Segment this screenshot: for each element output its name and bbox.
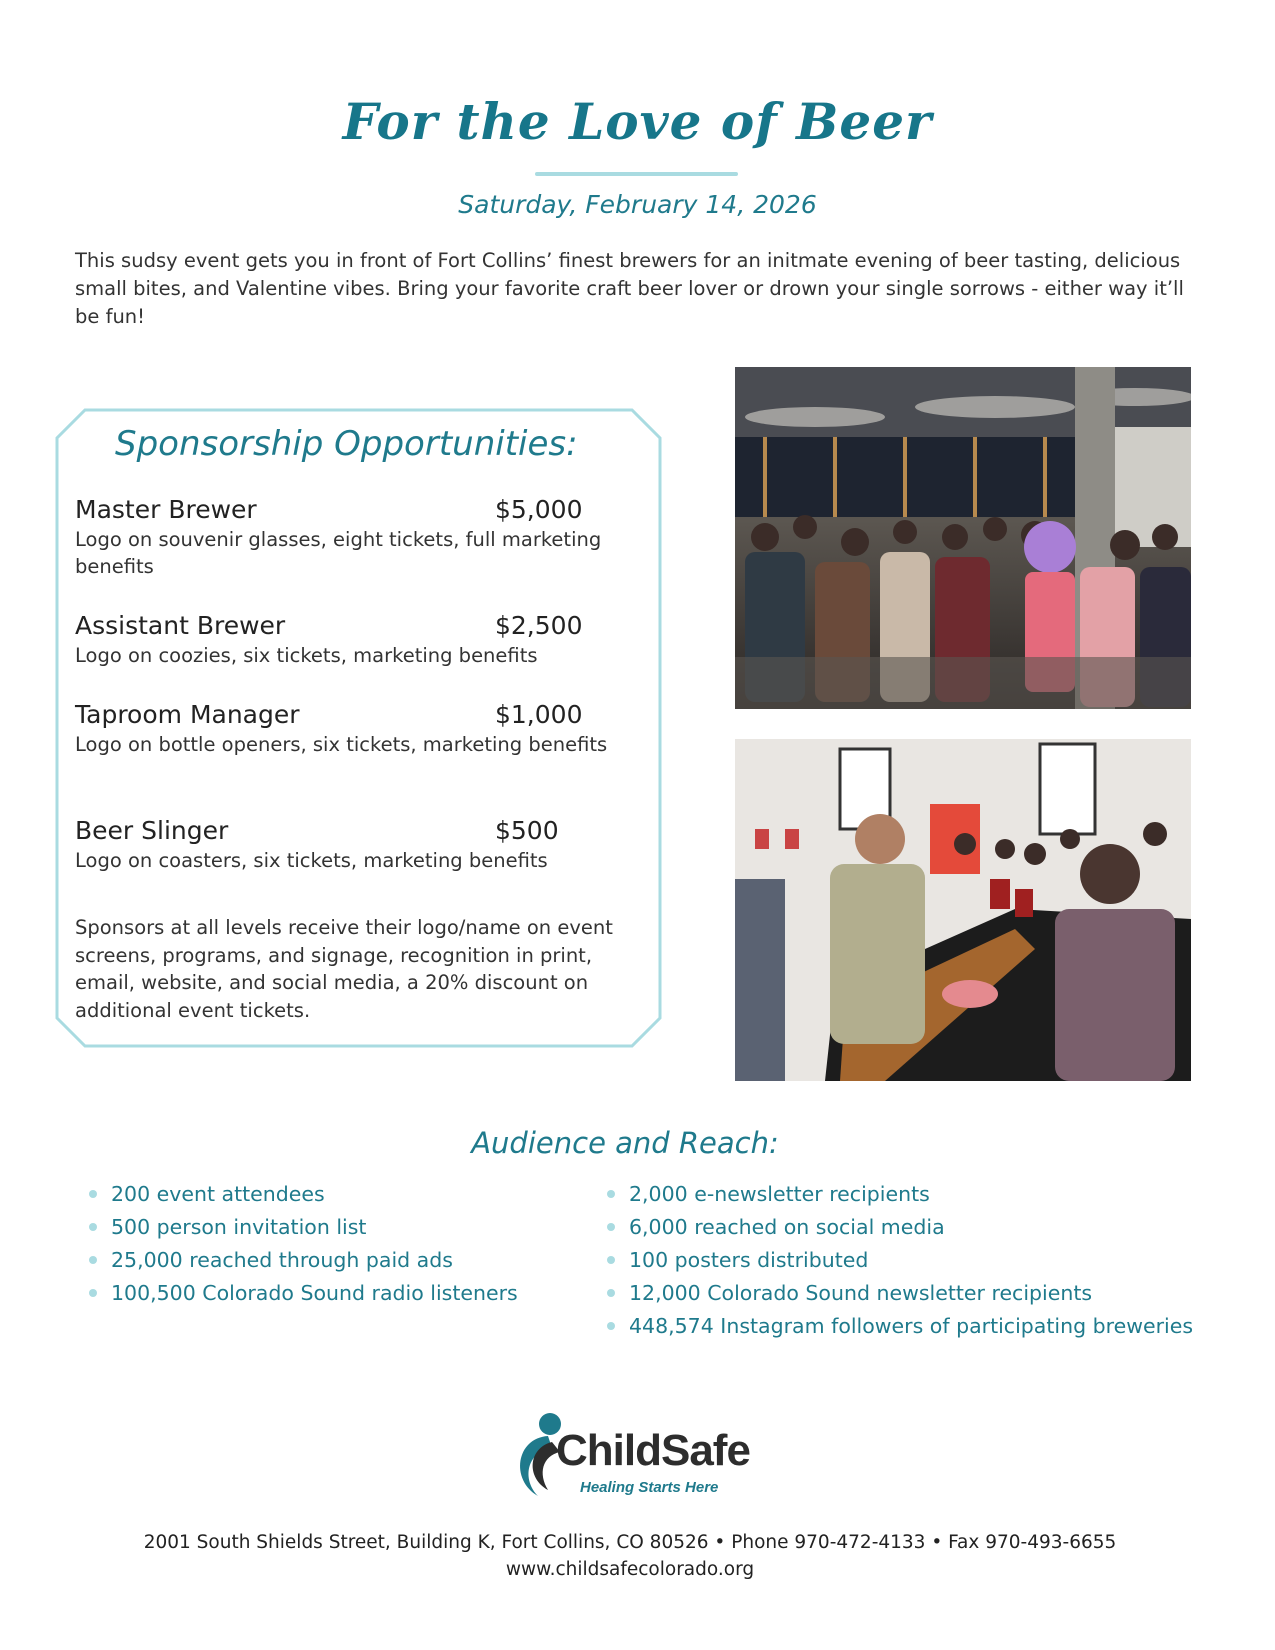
page-title: For the Love of Beer	[342, 92, 933, 151]
sponsors-note: Sponsors at all levels receive their logo/name on event screens, programs, and signage, recognition in print, email, website, and social media, a 20% discount on additional event tickets.	[75, 916, 613, 1022]
list-item: 6,000 reached on social media	[607, 1215, 945, 1239]
tier-price: $5,000	[495, 495, 583, 524]
tier-price: $1,000	[495, 700, 583, 729]
tier-name: Taproom Manager	[75, 700, 300, 729]
tier-assistant-brewer	[75, 611, 645, 669]
list-item: 448,574 Instagram followers of participating breweries	[607, 1314, 1193, 1338]
bullet-icon	[607, 1256, 615, 1264]
tier-name: Assistant Brewer	[75, 611, 286, 640]
audience-heading: Audience and Reach:	[471, 1126, 779, 1160]
bullet-icon	[607, 1223, 615, 1231]
footer-website: www.childsafecolorado.org	[505, 1559, 755, 1580]
tier-name: Beer Slinger	[75, 816, 229, 845]
bullet-icon	[607, 1322, 615, 1330]
bullet-icon	[607, 1289, 615, 1297]
bullet-icon	[607, 1190, 615, 1198]
sponsorship-heading: Sponsorship Opportunities:	[115, 424, 578, 464]
event-date: Saturday, February 14, 2026	[458, 190, 817, 219]
tier-master-brewer	[75, 495, 645, 580]
tier-taproom-manager	[75, 700, 645, 758]
tier-description: Logo on coasters, six tickets, marketing benefits	[75, 849, 548, 872]
tier-name: Master Brewer	[75, 495, 257, 524]
list-item: 100,500 Colorado Sound radio listeners	[89, 1281, 518, 1305]
bullet-icon	[89, 1289, 97, 1297]
title-divider	[535, 172, 738, 176]
intro-paragraph: This sudsy event gets you in front of Fort Collins’ finest brewers for an initmate evening of beer tasting, delicious small bites, and Valentine vibes. Bring your favorite craft beer lover or drown your single sorrows - either way it’ll be fun!	[75, 249, 1184, 328]
footer-address: 2001 South Shields Street, Building K, Fort Collins, CO 80526 • Phone 970-472-4133 • Fax 970-493-6655	[143, 1532, 1117, 1553]
list-item: 200 event attendees	[89, 1182, 325, 1206]
bullet-icon	[89, 1223, 97, 1231]
list-item: 100 posters distributed	[607, 1248, 868, 1272]
event-crowd-photo	[735, 367, 1191, 709]
tier-beer-slinger	[75, 816, 645, 874]
list-item: 25,000 reached through paid ads	[89, 1248, 453, 1272]
childsafe-logo	[508, 1408, 758, 1508]
logo-tagline: Healing Starts Here	[580, 1479, 719, 1496]
tasting-table-photo	[735, 739, 1191, 1081]
tier-price: $2,500	[495, 611, 583, 640]
tier-description: Logo on coozies, six tickets, marketing benefits	[75, 644, 538, 667]
list-item: 500 person invitation list	[89, 1215, 366, 1239]
logo-wordmark: ChildSafe	[556, 1426, 750, 1475]
bullet-icon	[89, 1256, 97, 1264]
list-item: 2,000 e-newsletter recipients	[607, 1182, 930, 1206]
tier-description: Logo on souvenir glasses, eight tickets, full marketing benefits	[75, 528, 602, 578]
list-item: 12,000 Colorado Sound newsletter recipients	[607, 1281, 1092, 1305]
bullet-icon	[89, 1190, 97, 1198]
tier-price: $500	[495, 816, 559, 845]
tier-description: Logo on bottle openers, six tickets, marketing benefits	[75, 733, 608, 756]
